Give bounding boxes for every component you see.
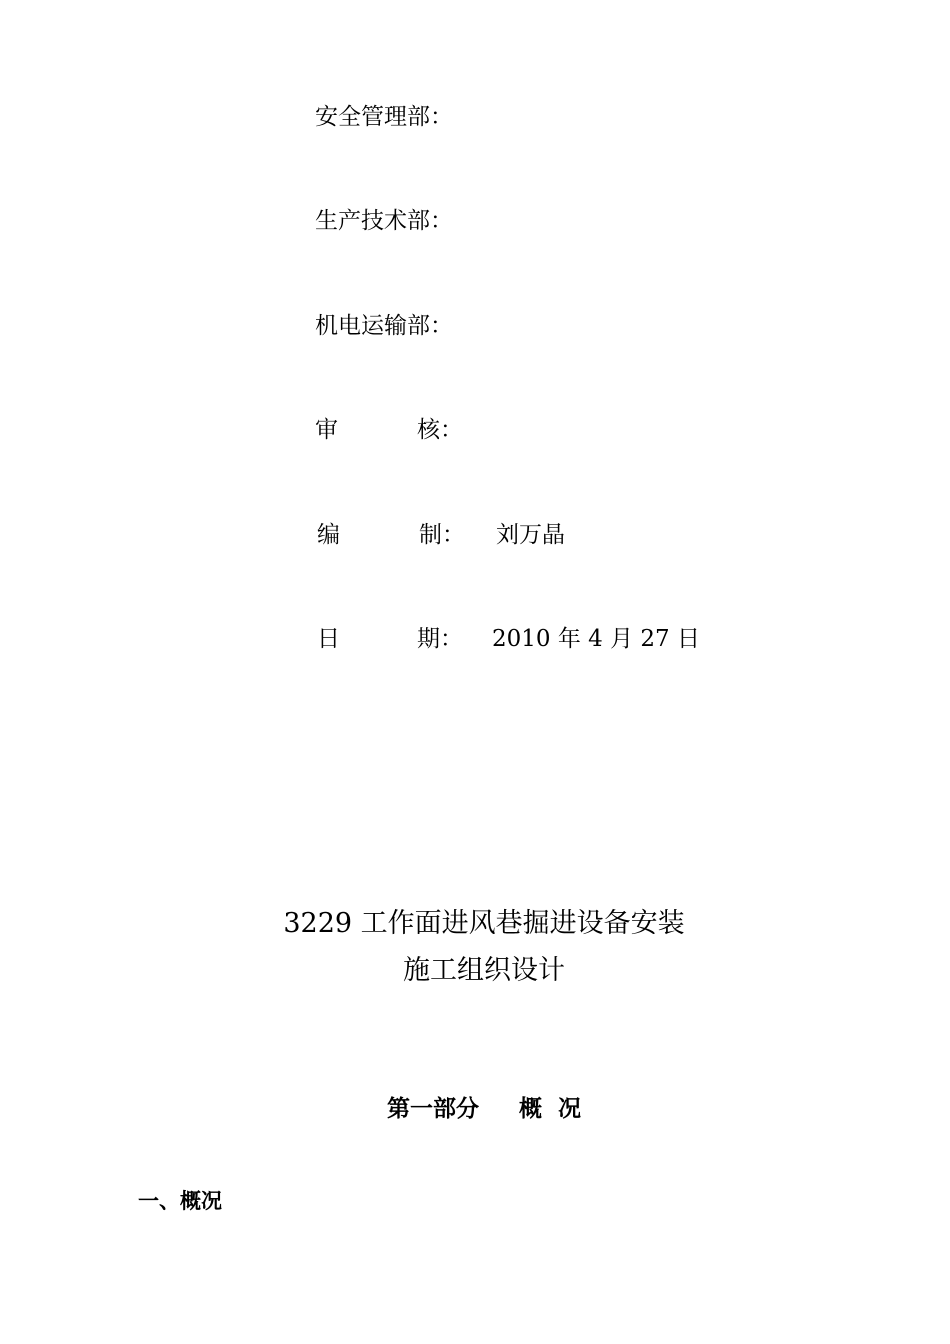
signoff-electromech-transport-dept bbox=[315, 310, 453, 342]
signoff-date-value: 2010 年 4 月 27 日 bbox=[492, 626, 700, 652]
signoff-safety-dept bbox=[315, 101, 453, 133]
signoff-label-char-1: 审 bbox=[315, 417, 338, 443]
signoff-date bbox=[317, 623, 700, 655]
document-title-line-2: 施工组织设计 bbox=[403, 955, 565, 986]
signoff-compiled-by bbox=[317, 519, 565, 551]
part-name-char-2: 况 bbox=[558, 1095, 581, 1122]
signoff-review bbox=[315, 414, 463, 446]
signoff-label-char-2: 制： bbox=[419, 522, 465, 548]
signoff-label-char-2: 核： bbox=[417, 417, 463, 443]
signoff-label-char-1: 日 bbox=[317, 626, 340, 652]
signoff-production-tech-dept bbox=[315, 205, 453, 237]
document-title-line-1: 3229 工作面进风巷掘进设备安装 bbox=[283, 908, 685, 939]
signoff-compiler-name: 刘万晶 bbox=[496, 522, 565, 548]
signoff-label: 机电运输部： bbox=[315, 313, 453, 339]
section-heading-overview: 一、概况 bbox=[138, 1188, 222, 1213]
signoff-label: 生产技术部： bbox=[315, 208, 453, 234]
signoff-label: 安全管理部： bbox=[315, 104, 453, 130]
part-number: 第一部分 bbox=[387, 1095, 479, 1122]
signoff-label-char-2: 期： bbox=[417, 626, 463, 652]
part-heading bbox=[0, 1093, 950, 1125]
signoff-label-char-1: 编 bbox=[317, 522, 340, 548]
part-name-char-1: 概 bbox=[519, 1095, 542, 1122]
